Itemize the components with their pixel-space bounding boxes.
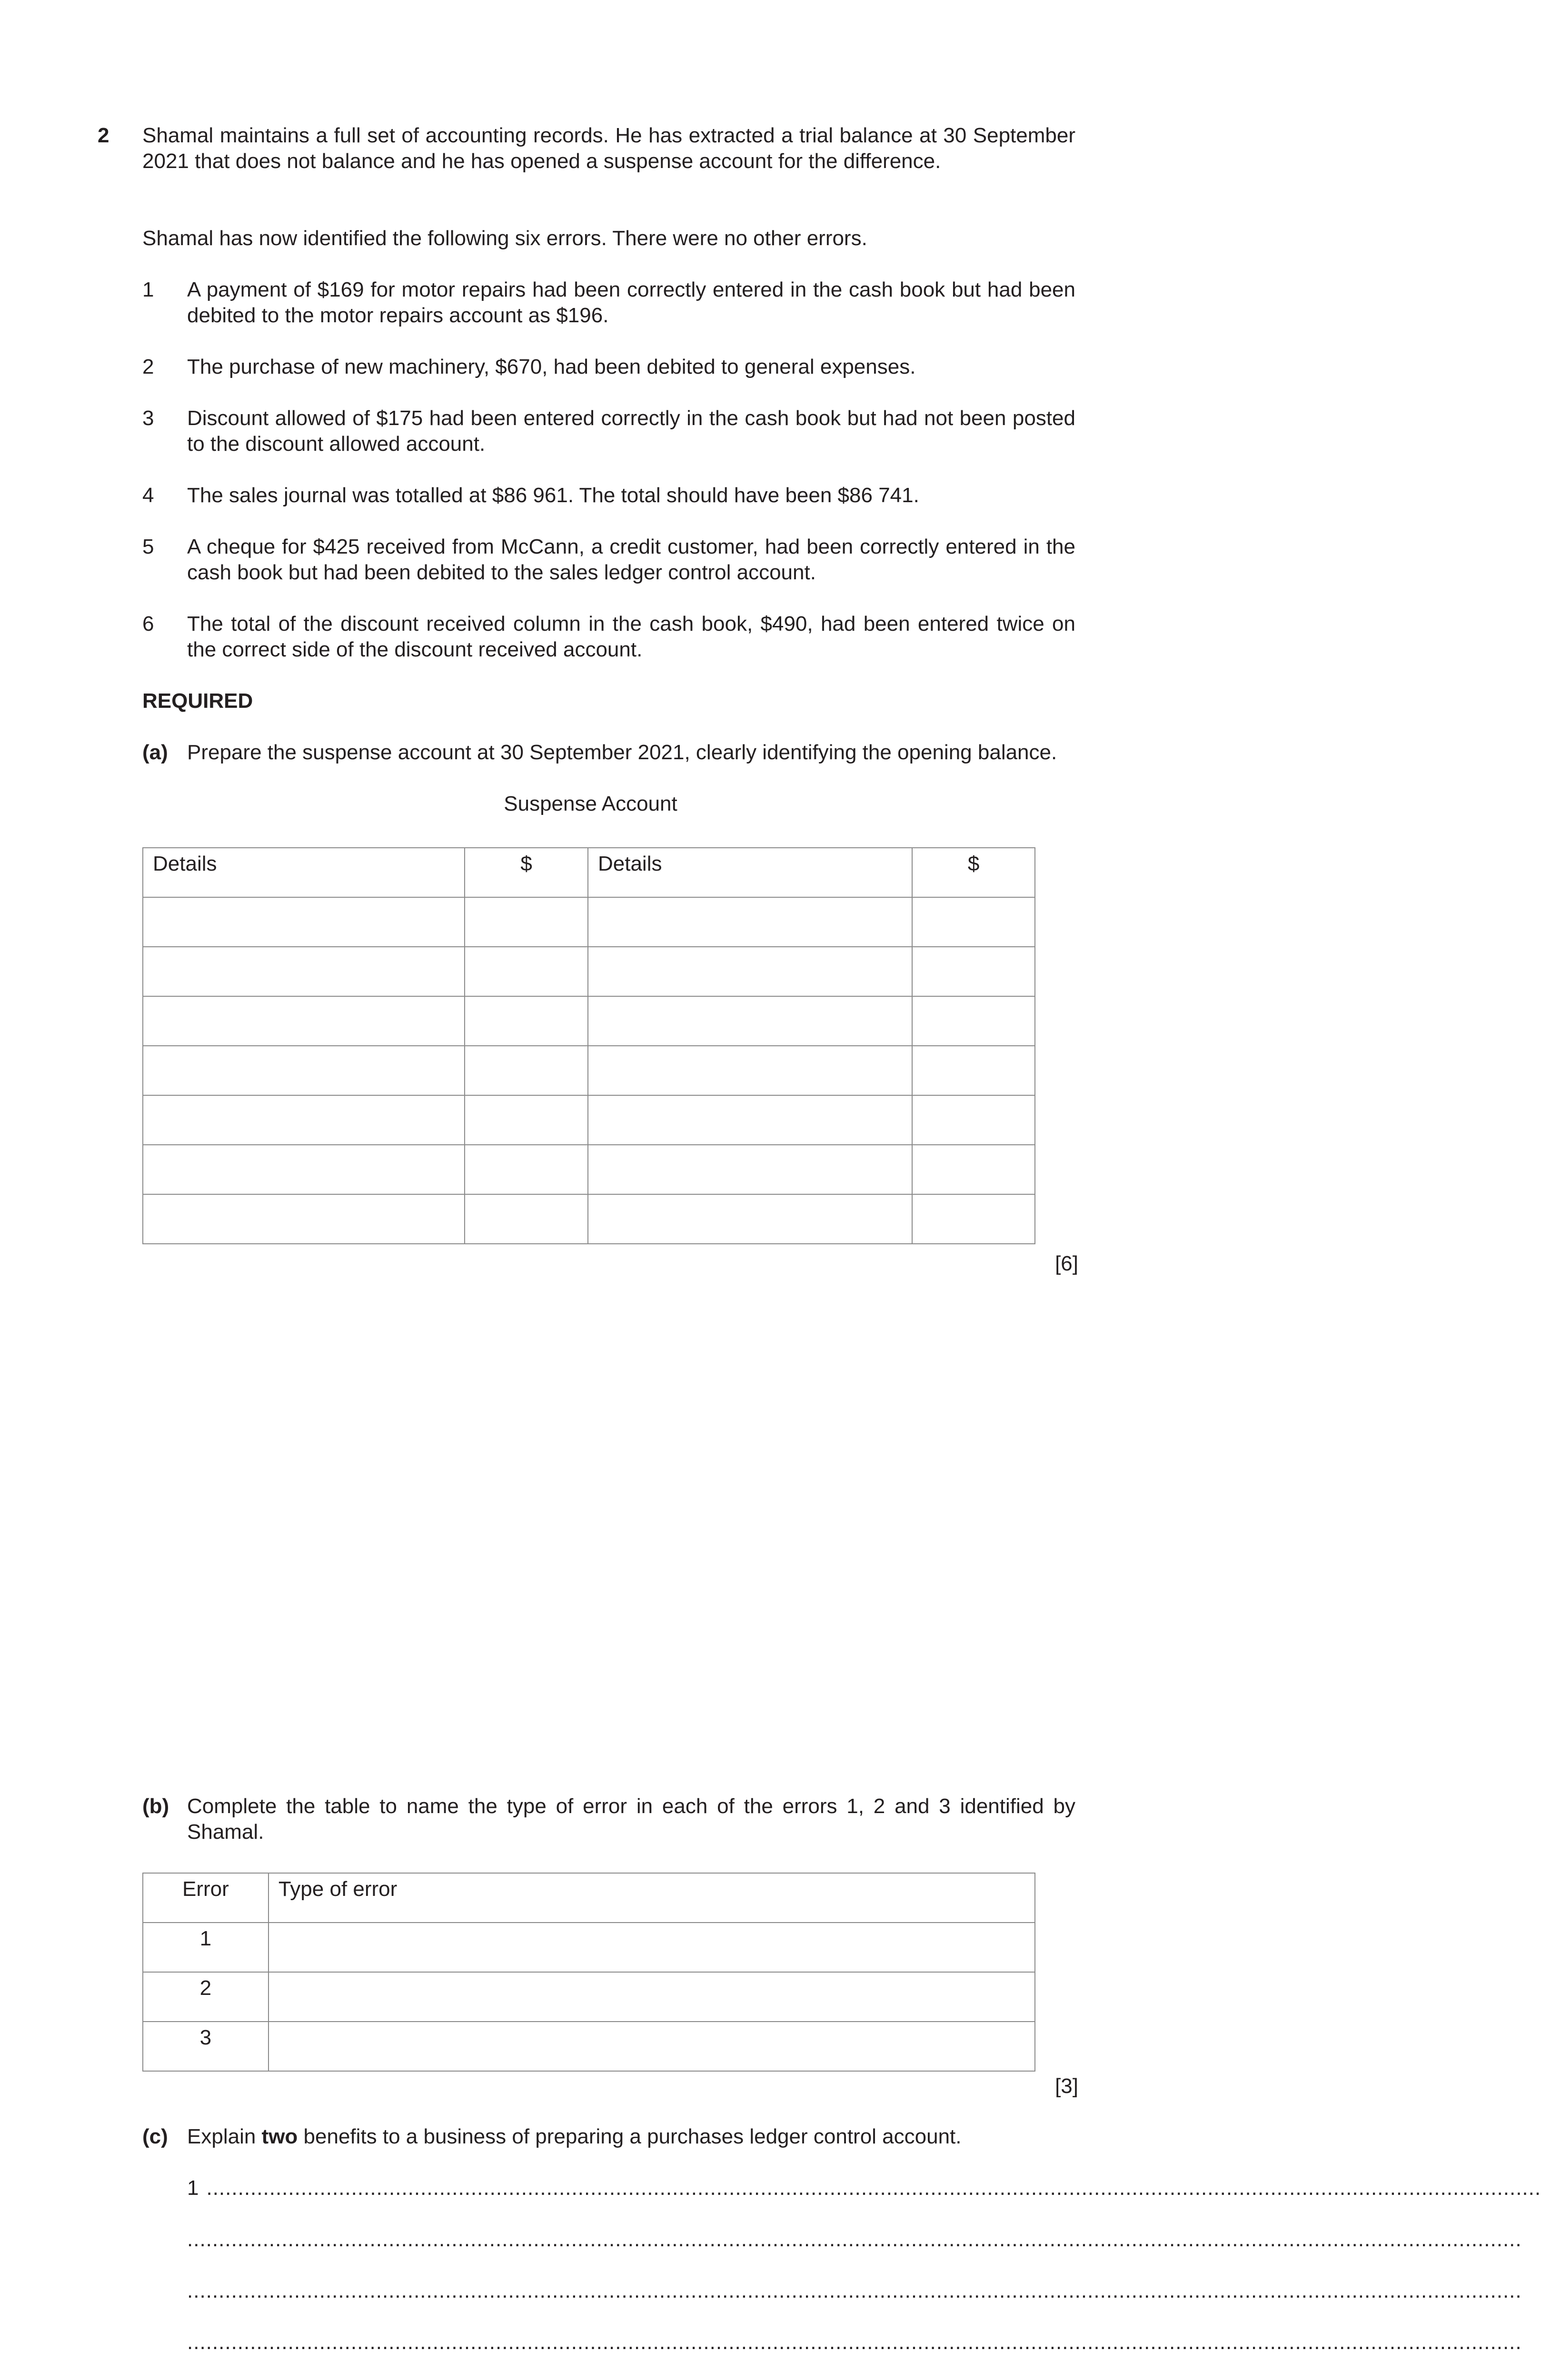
suspense-header-details-debit: Details — [143, 848, 465, 897]
table-row — [143, 1046, 1035, 1095]
answer-cell[interactable] — [143, 1095, 465, 1145]
table-row — [143, 1972, 1035, 2022]
answer-cell[interactable] — [143, 1145, 465, 1194]
answer-number-1: 1 — [187, 2176, 199, 2200]
answer-cell[interactable] — [912, 1145, 1035, 1194]
table-row — [143, 1145, 1035, 1194]
answer-cell[interactable] — [143, 947, 465, 996]
error-row-number: 3 — [143, 2022, 268, 2071]
error-number-2: 2 — [142, 355, 154, 378]
answer-cell[interactable] — [912, 947, 1035, 996]
answer-cell[interactable] — [588, 897, 912, 947]
type-of-error-header: Type of error — [268, 1873, 1035, 1923]
error-header: Error — [143, 1873, 268, 1923]
answer-cell[interactable] — [588, 996, 912, 1046]
error-type-header-row — [143, 1873, 1035, 1923]
error-number-3: 3 — [142, 407, 154, 430]
part-c-label: (c) — [142, 2125, 168, 2148]
answer-cell[interactable] — [465, 1145, 588, 1194]
answer-cell[interactable] — [912, 897, 1035, 947]
part-b-label: (b) — [142, 1795, 169, 1818]
error-text-6: The total of the discount received column in the cash book, $490, had been entered twice on the correct side of the discount received account. — [187, 612, 1075, 661]
answer-cell[interactable] — [465, 1095, 588, 1145]
answer-cell[interactable] — [912, 996, 1035, 1046]
answer-cell[interactable] — [465, 996, 588, 1046]
part-a-text: Prepare the suspense account at 30 September 2021, clearly identifying the opening balance. — [187, 741, 1057, 764]
error-number-5: 5 — [142, 535, 154, 558]
answer-cell[interactable] — [465, 1046, 588, 1095]
error-text-3: Discount allowed of $175 had been entered correctly in the cash book but had not been posted to the discount allowed account. — [187, 407, 1075, 456]
answer-cell[interactable] — [465, 897, 588, 947]
error-number-4: 4 — [142, 484, 154, 507]
table-row — [143, 897, 1035, 947]
answer-cell[interactable] — [143, 1194, 465, 1244]
error-number-6: 6 — [142, 612, 154, 635]
suspense-header-row — [143, 848, 1035, 897]
table-row — [143, 996, 1035, 1046]
answer-line[interactable] — [187, 2330, 1522, 2355]
error-row-number: 1 — [143, 1923, 268, 1972]
error-text-4: The sales journal was totalled at $86 961. The total should have been $86 741. — [187, 484, 919, 507]
answer-cell[interactable] — [143, 897, 465, 947]
dotted-line: .................................................................................................................................................................................................................... — [187, 2279, 1522, 2302]
part-c-text-emphasis: two — [261, 2125, 298, 2148]
errors-intro: Shamal has now identified the following six errors. There were no other errors. — [142, 227, 867, 250]
suspense-header-amount-debit: $ — [465, 848, 588, 897]
answer-cell[interactable] — [143, 996, 465, 1046]
error-number-1: 1 — [142, 278, 154, 301]
suspense-account-table — [142, 847, 1035, 1244]
question-intro: Shamal maintains a full set of accounting records. He has extracted a trial balance at 30 September 2021 that does not balance and he has opened a suspense account for the difference. — [142, 124, 1075, 173]
part-c-question — [187, 2124, 1075, 2150]
answer-cell[interactable] — [912, 1095, 1035, 1145]
suspense-account-title: Suspense Account — [504, 792, 677, 815]
part-b-marks: [3] — [1055, 2074, 1078, 2098]
question-number: 2 — [98, 124, 109, 147]
answer-cell[interactable] — [588, 1046, 912, 1095]
answer-cell[interactable] — [912, 1194, 1035, 1244]
part-c-text-end: benefits to a business of preparing a purchases ledger control account. — [298, 2125, 962, 2148]
dotted-line: .................................................................................................................................................................................................................... — [187, 2228, 1522, 2251]
error-type-table — [142, 1873, 1035, 2072]
error-text-1: A payment of $169 for motor repairs had been correctly entered in the cash book but had been debited to the motor repairs account as $196. — [187, 278, 1075, 327]
table-row — [143, 947, 1035, 996]
required-heading: REQUIRED — [142, 689, 253, 713]
error-text-2: The purchase of new machinery, $670, had been debited to general expenses. — [187, 355, 916, 378]
table-row — [143, 2022, 1035, 2071]
answer-cell[interactable] — [268, 2022, 1035, 2071]
error-row-number: 2 — [143, 1972, 268, 2022]
answer-cell[interactable] — [268, 1972, 1035, 2022]
part-a-marks: [6] — [1055, 1252, 1078, 1275]
dotted-line: .................................................................................................................................................................................................................... — [187, 2330, 1522, 2354]
dotted-line: .................................................................................................................................................................................................................... — [206, 2176, 1541, 2200]
answer-cell[interactable] — [912, 1046, 1035, 1095]
answer-cell[interactable] — [588, 947, 912, 996]
answer-cell[interactable] — [465, 1194, 588, 1244]
part-c-text-start: Explain — [187, 2125, 262, 2148]
answer-cell[interactable] — [268, 1923, 1035, 1972]
answer-cell[interactable] — [465, 947, 588, 996]
answer-cell[interactable] — [588, 1095, 912, 1145]
answer-line[interactable] — [187, 2227, 1522, 2252]
answer-cell[interactable] — [588, 1194, 912, 1244]
part-b-text: Complete the table to name the type of error in each of the errors 1, 2 and 3 identified by Shamal. — [187, 1795, 1075, 1844]
suspense-header-details-credit: Details — [588, 848, 912, 897]
answer-line[interactable] — [187, 2278, 1522, 2304]
part-a-label: (a) — [142, 741, 168, 764]
answer-cell[interactable] — [143, 1046, 465, 1095]
error-text-5: A cheque for $425 received from McCann, a credit customer, had been correctly entered in the cash book but had been debited to the sales ledger control account. — [187, 535, 1075, 584]
table-row — [143, 1194, 1035, 1244]
table-row — [143, 1095, 1035, 1145]
answer-line[interactable] — [187, 2175, 1541, 2201]
table-row — [143, 1923, 1035, 1972]
suspense-header-amount-credit: $ — [912, 848, 1035, 897]
answer-cell[interactable] — [588, 1145, 912, 1194]
